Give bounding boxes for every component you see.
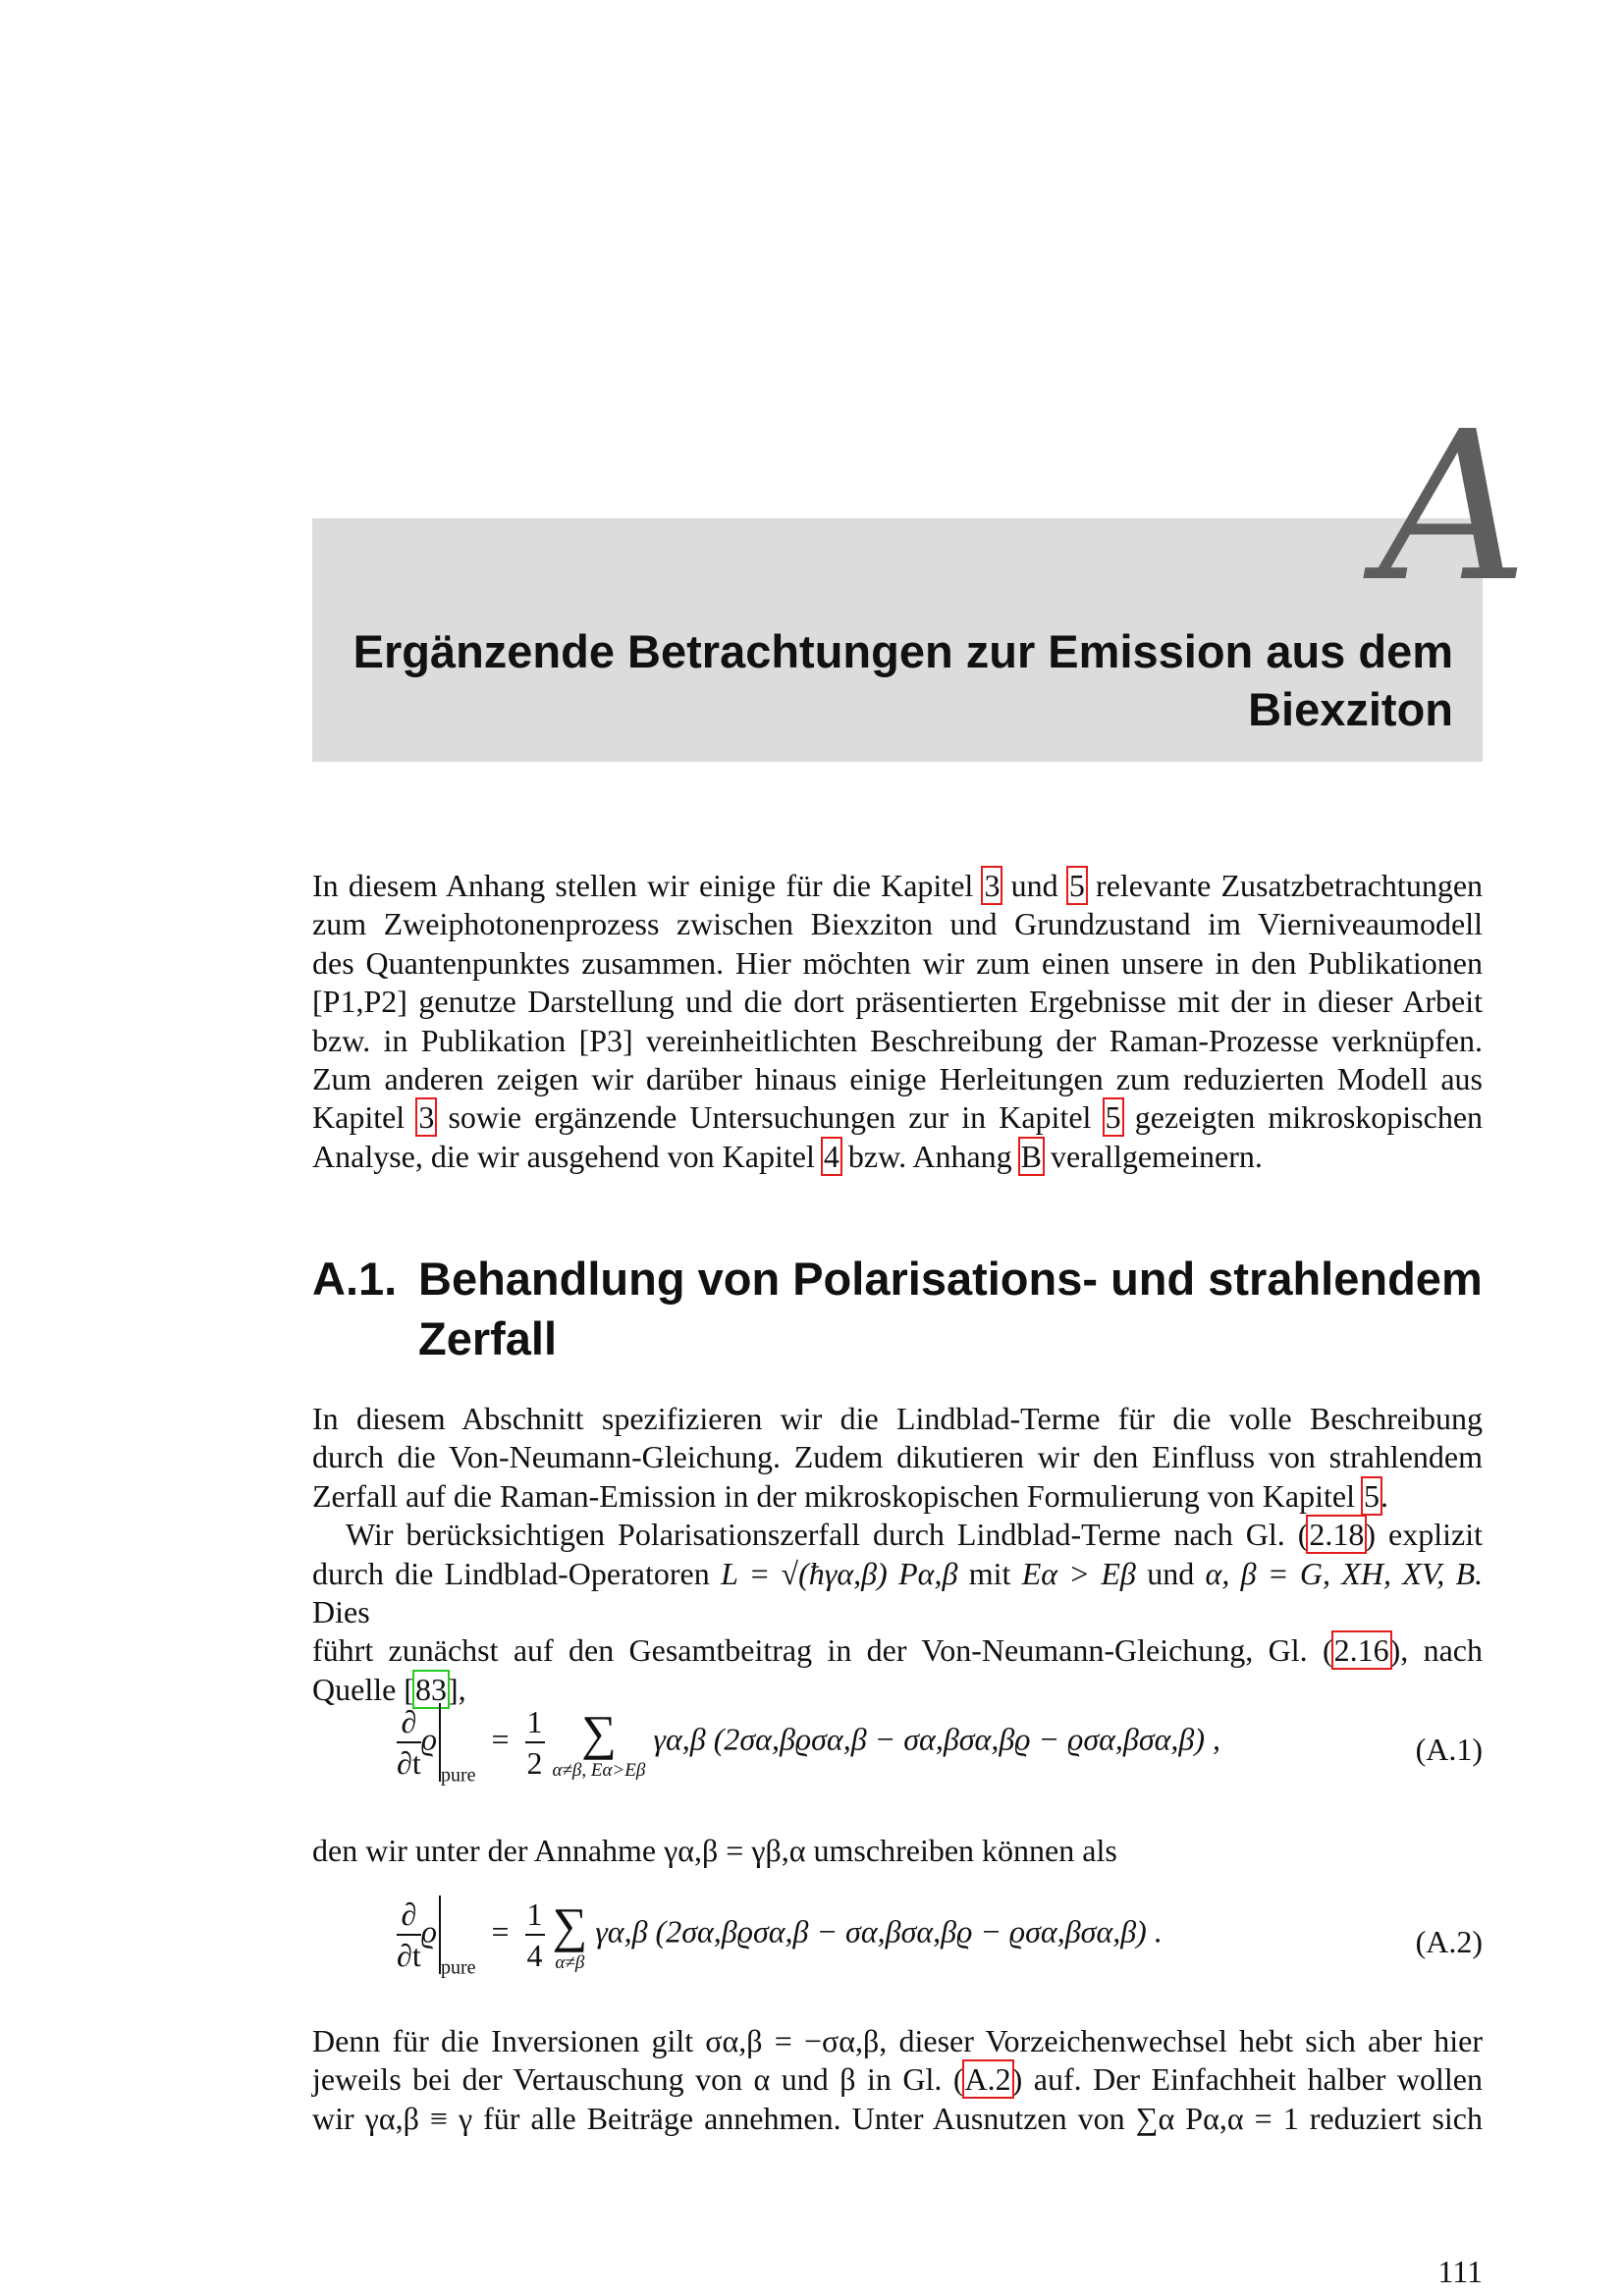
paragraph-1: [312, 1400, 1483, 1709]
intro-paragraph: [312, 867, 1483, 1176]
section-heading: [312, 1249, 1490, 1368]
section-number: A.1.: [312, 1253, 398, 1305]
eq1-coefficient: $\frac{1}{2}$: [526, 1704, 543, 1781]
intro-line-2: zum Zweiphotonenprozess zwischen Biexziton und Grundzustand im Vierniveaumodell: [312, 906, 1483, 942]
para1-line-2: durch die Von-Neumann-Gleichung. Zudem dikutieren wir den Einfluss von strahlendem: [312, 1439, 1483, 1475]
intro-line-6: Zum anderen zeigen wir darüber hinaus einige Herleitungen zum reduzierten Modell aus: [312, 1061, 1483, 1097]
intro-line-5: bzw. in Publikation [P3] vereinheitlichten Beschreibung der Raman-Prozesse verknüpfen.: [312, 1022, 1483, 1058]
equation-link-a2[interactable]: A.2: [964, 2061, 1011, 2098]
chapter-title-line-2: Biexziton: [1248, 683, 1453, 735]
equation-link-2-18[interactable]: 2.18: [1309, 1517, 1365, 1553]
eq1-sum: ∑ α≠β, Eα>Eβ: [552, 1705, 646, 1781]
intro-line-1: In diesem Anhang stellen wir einige für die Kapitel 3 und 5 relevante Zusatzbetrachtungen: [312, 868, 1484, 903]
para2-line-1: Wir berücksichtigen Polarisationszerfall durch Lindblad-Terme nach Gl. (2.18) explizit: [346, 1517, 1484, 1553]
para3-line-1: Denn für die Inversionen gilt σα,β = −σα,β, dieser Vorzeichenwechsel hebt sich aber hier: [312, 2023, 1483, 2058]
intro-line-3: des Quantenpunktes zusammen. Hier möchten wir zum einen unsere in den Publikationen: [312, 944, 1483, 981]
chapter-link-5[interactable]: 5: [1105, 1099, 1121, 1136]
equation-label-a2: (A.2): [1415, 1924, 1483, 1959]
page-number: 111: [1437, 2254, 1483, 2289]
para1-line-3: Zerfall auf die Raman-Emission in der mikroskopischen Formulierung von Kapitel 5.: [312, 1477, 1388, 1514]
equation-label-a1: (A.1): [1415, 1732, 1483, 1767]
chapter-link-3[interactable]: 3: [418, 1099, 435, 1136]
para2-line-3: führt zunächst auf den Gesamtbeitrag in der Von-Neumann-Gleichung, Gl. (2.16), nach: [312, 1632, 1484, 1669]
section-title-line-2: Zerfall: [418, 1312, 558, 1364]
paragraph-3: [312, 2022, 1483, 2138]
para2-line-4: Quelle [83],: [312, 1671, 466, 1707]
appendix-link-b[interactable]: B: [1020, 1138, 1042, 1174]
citation-link-83[interactable]: 83: [414, 1671, 447, 1707]
eq2-coefficient: $\frac{1}{4}$: [526, 1896, 543, 1973]
chapter-title: [334, 622, 1453, 738]
eq2-derivative: $\frac{\partial}{\partial t}$: [397, 1896, 421, 1973]
eq1-body: γα,β (2σα,βϱσα,β − σα,βσα,βϱ − ϱσα,βσα,β) ,: [653, 1721, 1221, 1757]
para2-line-2: durch die Lindblad-Operatoren L = √(ħγα,β) Pα,β mit Eα > Eβ und α, β = G, XH, XV, B. Dies: [312, 1555, 1484, 1630]
lindblad-operator: L = √(ħγα,β) Pα,β: [721, 1555, 958, 1591]
chapter-letter: A: [1379, 387, 1528, 627]
chapter-title-line-1: Ergänzende Betrachtungen zur Emission aus dem: [352, 625, 1453, 677]
intro-line-8: Analyse, die wir ausgehend von Kapitel 4 bzw. Anhang B verallgemeinern.: [312, 1138, 1263, 1174]
eq2-body: γα,β (2σα,βϱσα,β − σα,βσα,βϱ − ϱσα,βσα,β) .: [595, 1913, 1163, 1949]
equation-a1: $\frac{\partial}{\partial t}$ $ϱ_{pure}$ = $\frac{1}{2}$ ∑ α≠β, Eα>Eβ γα,β (2σα,βϱσα,β − σα,βσα,βϱ − ϱσα,βσα,β) , (A.1): [397, 1704, 1483, 1787]
mid-text-line: den wir unter der Annahme γα,β = γβ,α umschreiben können als: [312, 1833, 1117, 1868]
para3-line-3: wir γα,β ≡ γ für alle Beiträge annehmen. Unter Ausnutzen von ∑α Pα,α = 1 reduziert sich: [312, 2100, 1483, 2136]
mid-text: [312, 1832, 1483, 1870]
chapter-link-5[interactable]: 5: [1363, 1477, 1380, 1514]
chapter-link-3[interactable]: 3: [984, 868, 1001, 903]
equation-a2: $\frac{\partial}{\partial t}$ $ϱ_{pure}$ = $\frac{1}{4}$ ∑ α≠β γα,β (2σα,βϱσα,β − σα,βσα,βϱ − ϱσα,βσα,β) . (A.2): [397, 1896, 1483, 1979]
section-title-line-1: Behandlung von Polarisations- und strahlendem: [418, 1253, 1483, 1305]
chapter-link-4[interactable]: 4: [823, 1138, 839, 1174]
chapter-link-5[interactable]: 5: [1068, 868, 1085, 903]
intro-line-7: Kapitel 3 sowie ergänzende Untersuchungen zur in Kapitel 5 gezeigten mikroskopischen: [312, 1099, 1484, 1136]
eq2-sum: ∑ α≠β: [552, 1897, 588, 1973]
intro-line-4: [P1,P2] genutze Darstellung und die dort präsentierten Ergebnisse mit der in dieser Arbeit: [312, 984, 1483, 1020]
para3-line-2: jeweils bei der Vertauschung von α und β in Gl. (A.2) auf. Der Einfachheit halber wollen: [312, 2061, 1484, 2098]
para1-line-1: In diesem Abschnitt spezifizieren wir die Lindblad-Terme für die volle Beschreibung: [312, 1401, 1483, 1436]
eq1-derivative: $\frac{\partial}{\partial t}$: [397, 1704, 421, 1781]
equation-link-2-16[interactable]: 2.16: [1333, 1632, 1389, 1669]
